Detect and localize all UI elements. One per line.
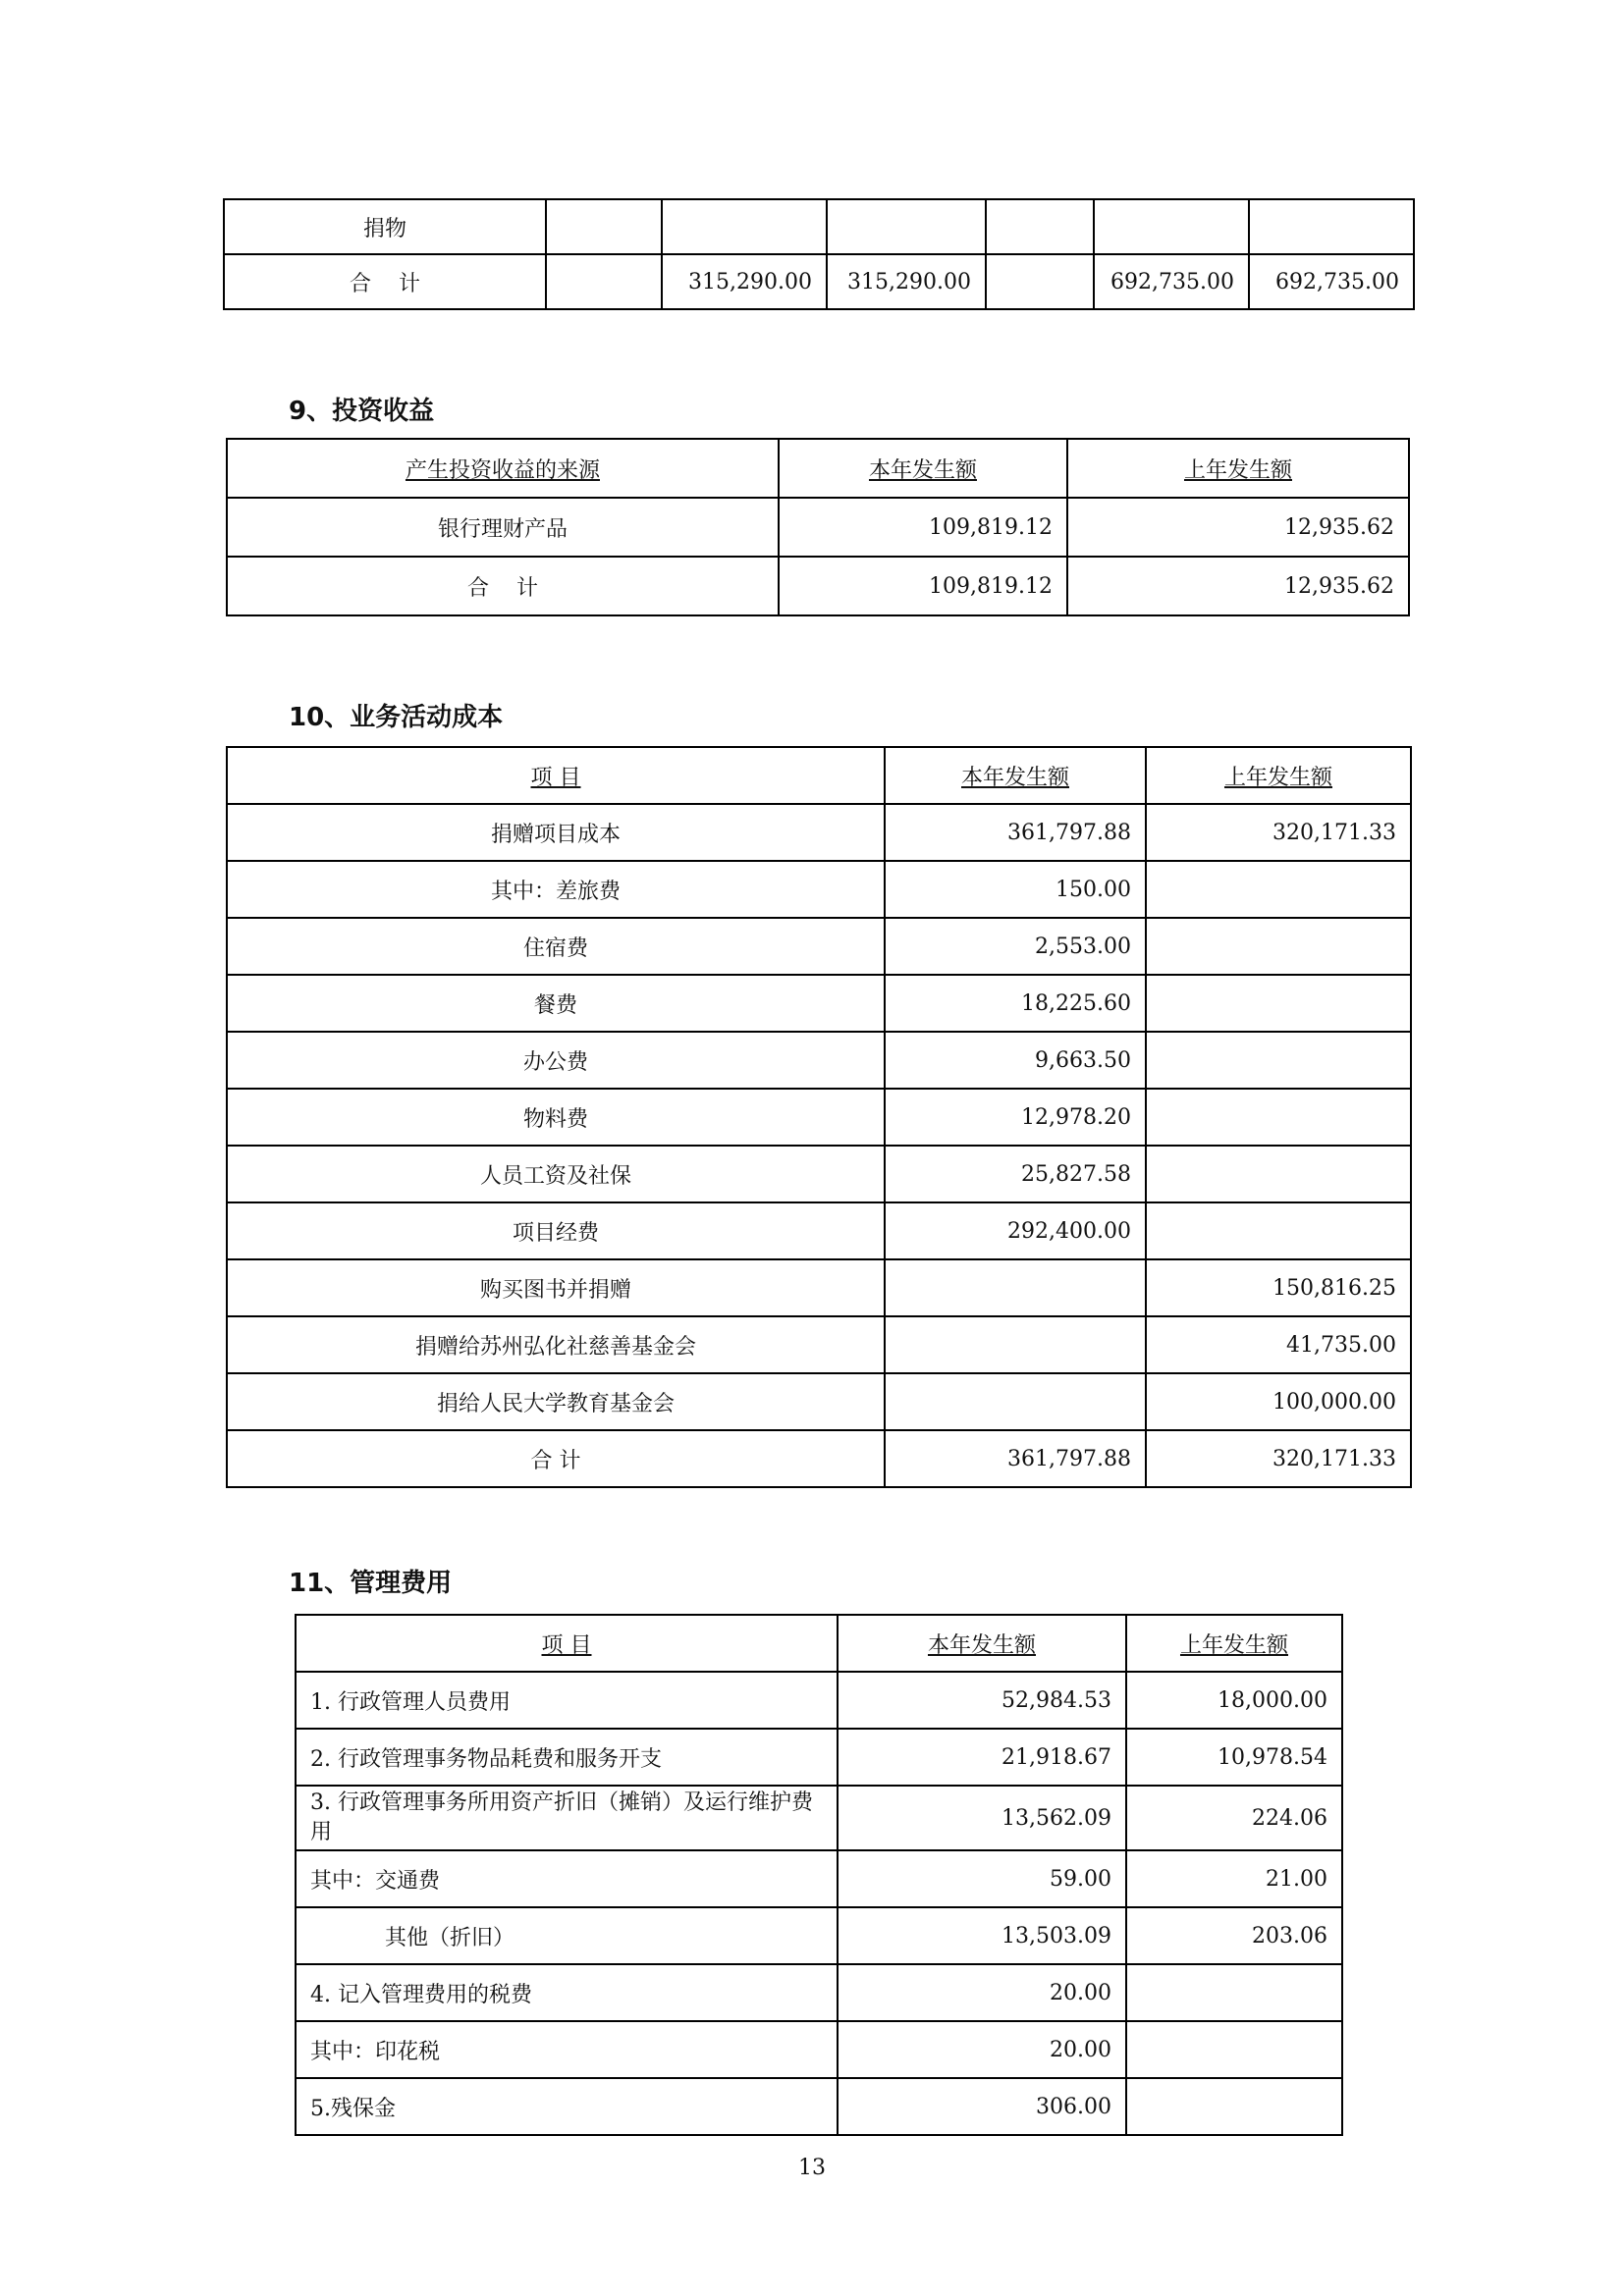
row-label: 捐赠给苏州弘化社慈善基金会: [227, 1316, 885, 1373]
table-row: [227, 1089, 1411, 1146]
current-year-value: 18,225.60: [885, 975, 1146, 1032]
row-label: 4. 记入管理费用的税费: [296, 1964, 838, 2021]
current-year-value: 361,797.88: [885, 804, 1146, 861]
row-label: 购买图书并捐赠: [227, 1259, 885, 1316]
management-expenses-table: [295, 1614, 1343, 2136]
section-heading-investment-income: 9、投资收益: [289, 397, 435, 426]
prior-year-value: 320,171.33: [1146, 804, 1411, 861]
row-label: 其中：差旅费: [227, 861, 885, 918]
row-label: 银行理财产品: [227, 498, 779, 557]
donation-income-table-continued: [223, 198, 1415, 310]
table-row: [227, 498, 1409, 557]
column-header: 上年发生额: [1067, 439, 1409, 498]
row-label: 2. 行政管理事务物品耗费和服务开支: [296, 1729, 838, 1786]
row-label: 捐给人民大学教育基金会: [227, 1373, 885, 1430]
current-year-value: 2,553.00: [885, 918, 1146, 975]
current-year-value: 13,562.09: [838, 1786, 1126, 1850]
prior-year-value: 224.06: [1126, 1786, 1342, 1850]
row-label: 合 计: [227, 1430, 885, 1487]
table-row: [227, 975, 1411, 1032]
current-year-value: 52,984.53: [838, 1672, 1126, 1729]
column-header: 项 目: [227, 747, 885, 804]
current-year-value: [885, 1259, 1146, 1316]
column-header: 上年发生额: [1126, 1615, 1342, 1672]
current-year-value: 9,663.50: [885, 1032, 1146, 1089]
row-label: 合 计: [224, 254, 546, 309]
column-header: 产生投资收益的来源: [227, 439, 779, 498]
cell-value: [1249, 199, 1414, 254]
current-year-value: 12,978.20: [885, 1089, 1146, 1146]
table-row: [224, 254, 1414, 309]
table-row: [227, 1430, 1411, 1487]
column-header: 本年发生额: [838, 1615, 1126, 1672]
cell-value: [986, 254, 1094, 309]
cell-value: [827, 199, 986, 254]
row-label: 办公费: [227, 1032, 885, 1089]
row-label: 人员工资及社保: [227, 1146, 885, 1202]
prior-year-value: 10,978.54: [1126, 1729, 1342, 1786]
prior-year-value: 320,171.33: [1146, 1430, 1411, 1487]
table-header-row: [227, 439, 1409, 498]
row-label: 其中：印花税: [296, 2021, 838, 2078]
table-row: [227, 1032, 1411, 1089]
table-row: [296, 1729, 1342, 1786]
current-year-value: 20.00: [838, 2021, 1126, 2078]
current-year-value: 25,827.58: [885, 1146, 1146, 1202]
cell-value: [546, 199, 662, 254]
prior-year-value: [1126, 1964, 1342, 2021]
table-row: [227, 1202, 1411, 1259]
prior-year-value: 203.06: [1126, 1907, 1342, 1964]
column-header: 上年发生额: [1146, 747, 1411, 804]
current-year-value: 150.00: [885, 861, 1146, 918]
table-row: [227, 1259, 1411, 1316]
cell-value: 315,290.00: [662, 254, 827, 309]
current-year-value: 109,819.12: [779, 498, 1067, 557]
current-year-value: 361,797.88: [885, 1430, 1146, 1487]
column-header: 本年发生额: [779, 439, 1067, 498]
row-label: 捐物: [224, 199, 546, 254]
prior-year-value: 21.00: [1126, 1850, 1342, 1907]
cell-value: [986, 199, 1094, 254]
table-row: [227, 1146, 1411, 1202]
prior-year-value: 150,816.25: [1146, 1259, 1411, 1316]
row-label: 5.残保金: [296, 2078, 838, 2135]
prior-year-value: [1146, 975, 1411, 1032]
current-year-value: 59.00: [838, 1850, 1126, 1907]
current-year-value: 20.00: [838, 1964, 1126, 2021]
table-row: [296, 1850, 1342, 1907]
table-row: [296, 1964, 1342, 2021]
cell-value: 692,735.00: [1249, 254, 1414, 309]
current-year-value: [885, 1316, 1146, 1373]
prior-year-value: [1146, 1202, 1411, 1259]
table-row: [296, 2021, 1342, 2078]
row-label: 物料费: [227, 1089, 885, 1146]
table-row: [227, 1316, 1411, 1373]
prior-year-value: [1146, 861, 1411, 918]
prior-year-value: 12,935.62: [1067, 557, 1409, 615]
row-label: 捐赠项目成本: [227, 804, 885, 861]
business-activity-cost-table: [226, 746, 1412, 1488]
row-label: 其中：交通费: [296, 1850, 838, 1907]
table-row: [296, 2078, 1342, 2135]
prior-year-value: [1146, 918, 1411, 975]
table-row: [227, 804, 1411, 861]
row-label: 其他（折旧）: [296, 1907, 838, 1964]
table-row: [227, 861, 1411, 918]
cell-value: 692,735.00: [1094, 254, 1249, 309]
current-year-value: 306.00: [838, 2078, 1126, 2135]
table-row: [224, 199, 1414, 254]
table-row: [227, 557, 1409, 615]
table-row: [296, 1786, 1342, 1850]
prior-year-value: [1126, 2078, 1342, 2135]
section-heading-business-activity-cost: 10、业务活动成本: [289, 703, 504, 732]
table-row: [296, 1907, 1342, 1964]
row-label: 住宿费: [227, 918, 885, 975]
table-row: [296, 1672, 1342, 1729]
prior-year-value: [1126, 2021, 1342, 2078]
section-heading-management-expenses: 11、管理费用: [289, 1569, 453, 1598]
prior-year-value: 18,000.00: [1126, 1672, 1342, 1729]
cell-value: [1094, 199, 1249, 254]
current-year-value: 13,503.09: [838, 1907, 1126, 1964]
prior-year-value: 41,735.00: [1146, 1316, 1411, 1373]
cell-value: 315,290.00: [827, 254, 986, 309]
row-label: 3. 行政管理事务所用资产折旧（摊销）及运行维护费用: [296, 1786, 838, 1850]
prior-year-value: [1146, 1032, 1411, 1089]
column-header: 项 目: [296, 1615, 838, 1672]
row-label: 合 计: [227, 557, 779, 615]
current-year-value: [885, 1373, 1146, 1430]
table-row: [227, 1373, 1411, 1430]
prior-year-value: 100,000.00: [1146, 1373, 1411, 1430]
page-number: 13: [798, 2156, 826, 2180]
table-header-row: [296, 1615, 1342, 1672]
current-year-value: 292,400.00: [885, 1202, 1146, 1259]
table-header-row: [227, 747, 1411, 804]
prior-year-value: 12,935.62: [1067, 498, 1409, 557]
investment-income-table: [226, 438, 1410, 616]
row-label: 项目经费: [227, 1202, 885, 1259]
cell-value: [662, 199, 827, 254]
row-label: 1. 行政管理人员费用: [296, 1672, 838, 1729]
cell-value: [546, 254, 662, 309]
prior-year-value: [1146, 1146, 1411, 1202]
table-row: [227, 918, 1411, 975]
current-year-value: 21,918.67: [838, 1729, 1126, 1786]
column-header: 本年发生额: [885, 747, 1146, 804]
current-year-value: 109,819.12: [779, 557, 1067, 615]
prior-year-value: [1146, 1089, 1411, 1146]
row-label: 餐费: [227, 975, 885, 1032]
